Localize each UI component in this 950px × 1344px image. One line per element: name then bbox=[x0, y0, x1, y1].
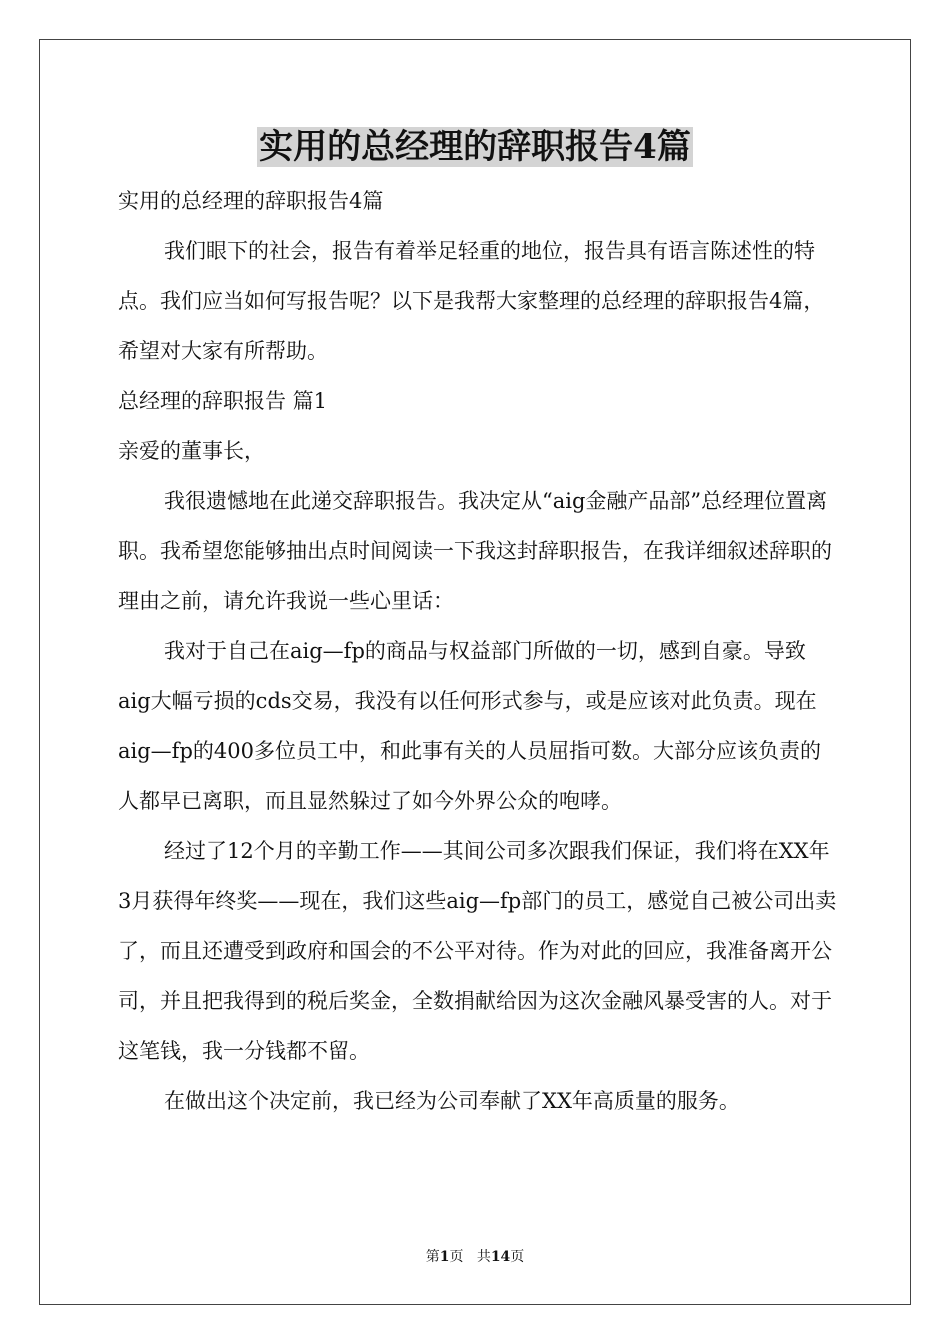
document-title-text: 实用的总经理的辞职报告4篇 bbox=[259, 127, 691, 167]
body-paragraph: 我对于自己在aig—fp的商品与权益部门所做的一切，感到自豪。导致aig大幅亏损的cds交易，我没有以任何形式参与，或是应该对此负责。现在aig—fp的400多位员工中，和此事有关的人员屈指可数。大部分应该负责的人都早已离职，而且显然躲过了如今外界公众的咆哮。 bbox=[118, 639, 821, 813]
document-title bbox=[0, 124, 950, 170]
page-label-prefix: 第 bbox=[425, 1249, 440, 1265]
page-footer bbox=[0, 1247, 950, 1267]
salutation: 亲爱的董事长， bbox=[118, 439, 265, 463]
body-paragraph: 在做出这个决定前，我已经为公司奉献了XX年高质量的服务。 bbox=[164, 1089, 740, 1113]
total-pages: 14 bbox=[490, 1249, 511, 1265]
body-paragraph: 经过了12个月的辛勤工作——其间公司多次跟我们保证，我们将在XX年3月获得年终奖——现在，我们这些aig—fp部门的员工，感觉自己被公司出卖了，而且还遭受到政府和国会的不公平对待。作为对此的回应，我准备离开公司，并且把我得到的税后奖金，全数捐献给因为这次金融风暴受害的人。对于这笔钱，我一分钱都不留。 bbox=[118, 839, 837, 1063]
document-body bbox=[118, 176, 838, 1126]
total-label-suffix: 页 bbox=[510, 1249, 525, 1265]
section-heading: 总经理的辞职报告 篇1 bbox=[118, 389, 328, 413]
body-paragraph: 我很遗憾地在此递交辞职报告。我决定从“aig金融产品部”总经理位置离职。我希望您能够抽出点时间阅读一下我这封辞职报告，在我详细叙述辞职的理由之前，请允许我说一些心里话： bbox=[118, 489, 832, 613]
intro-paragraph: 我们眼下的社会，报告有着举足轻重的地位，报告具有语言陈述性的特点。我们应当如何写报告呢？以下是我帮大家整理的总经理的辞职报告4篇，希望对大家有所帮助。 bbox=[118, 239, 825, 363]
total-label-prefix: 共 bbox=[476, 1249, 491, 1265]
page-number: 1 bbox=[439, 1249, 450, 1265]
subtitle-line: 实用的总经理的辞职报告4篇 bbox=[118, 189, 384, 213]
page-label-suffix: 页 bbox=[449, 1249, 464, 1265]
